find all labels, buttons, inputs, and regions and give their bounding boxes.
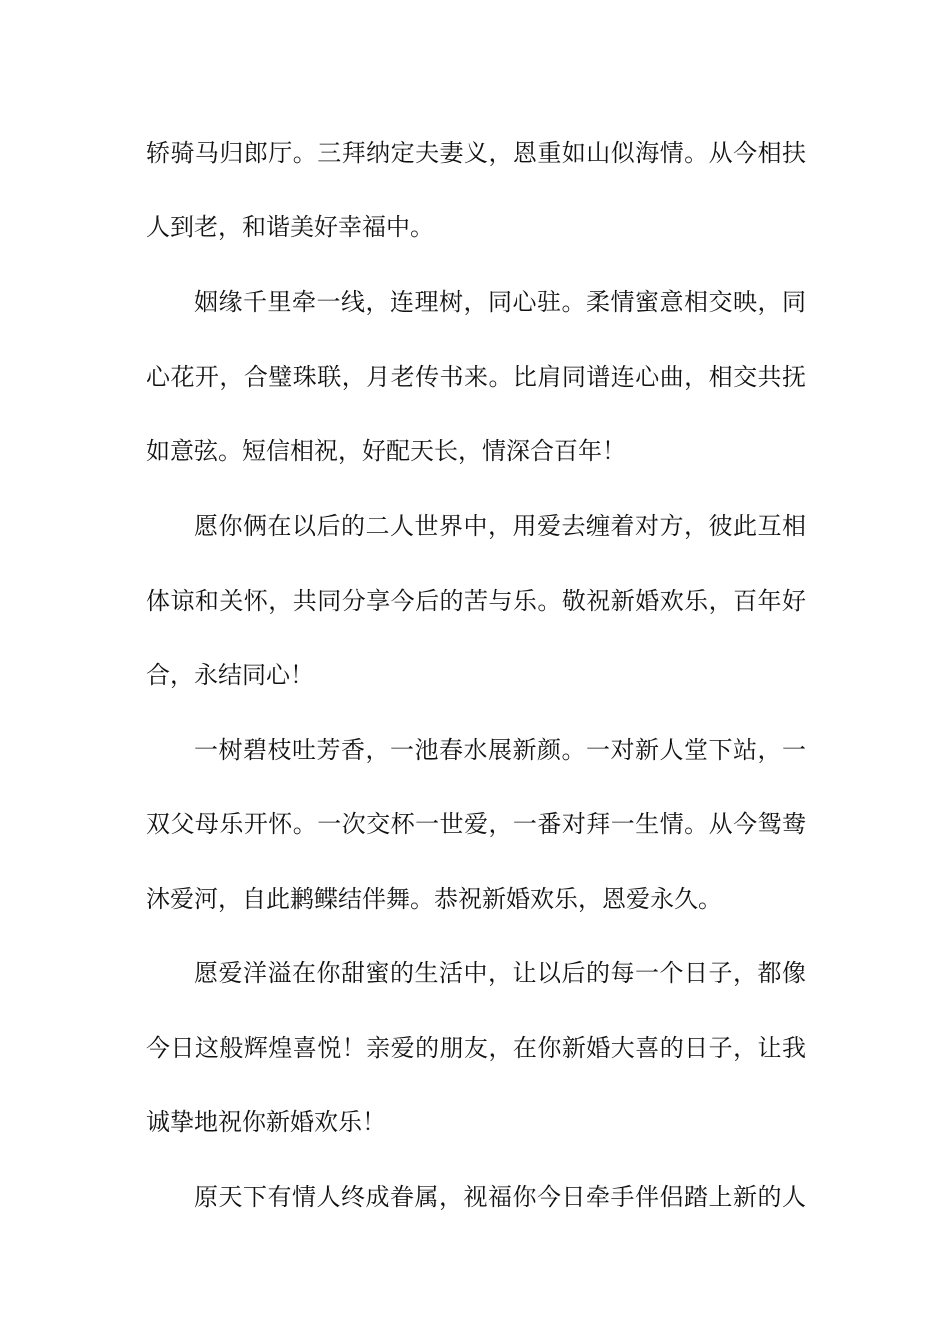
text-line: 如意弦。短信相祝，好配天长，情深合百年！ xyxy=(146,437,626,465)
text-line: 合，永结同心！ xyxy=(146,661,314,689)
paragraph-first-line: 原天下有情人终成眷属，视福你今日牵手伴侣踏上新的人 xyxy=(194,1183,806,1211)
paragraph-first-line: 愿爱洋溢在你甜蜜的生活中，让以后的每一个日子，都像 xyxy=(194,959,806,987)
text-line: 今日这般辉煌喜悦！亲爱的朋友，在你新婚大喜的日子，让我 xyxy=(146,1034,806,1062)
paragraph-first-line: 姻缘千里牵一线，连理树，同心驻。柔情蜜意相交映，同 xyxy=(194,288,806,316)
text-line: 体谅和关怀，共同分享今后的苦与乐。敬祝新婚欢乐，百年好 xyxy=(146,587,806,615)
text-line: 双父母乐开怀。一次交杯一世爱，一番对拜一生情。从今鸳鸯 xyxy=(146,810,806,838)
paragraph-first-line: 一树碧枝吐芳香，一池春水展新颜。一对新人堂下站，一 xyxy=(194,736,806,764)
paragraph-first-line: 愿你俩在以后的二人世界中，用爱去缠着对方，彼此互相 xyxy=(194,512,806,540)
text-line: 轿骑马归郎厅。三拜纳定夫妻义，恩重如山似海情。从今相扶 xyxy=(146,139,806,167)
text-line: 沐爱河，自此鹣鲽结伴舞。恭祝新婚欢乐，恩爱永久。 xyxy=(146,885,722,913)
text-line: 诚挚地祝你新婚欢乐！ xyxy=(146,1108,386,1136)
text-line: 心花开，合璧珠联，月老传书来。比肩同谱连心曲，相交共抚 xyxy=(146,363,806,391)
text-line: 人到老，和谐美好幸福中。 xyxy=(146,213,434,241)
